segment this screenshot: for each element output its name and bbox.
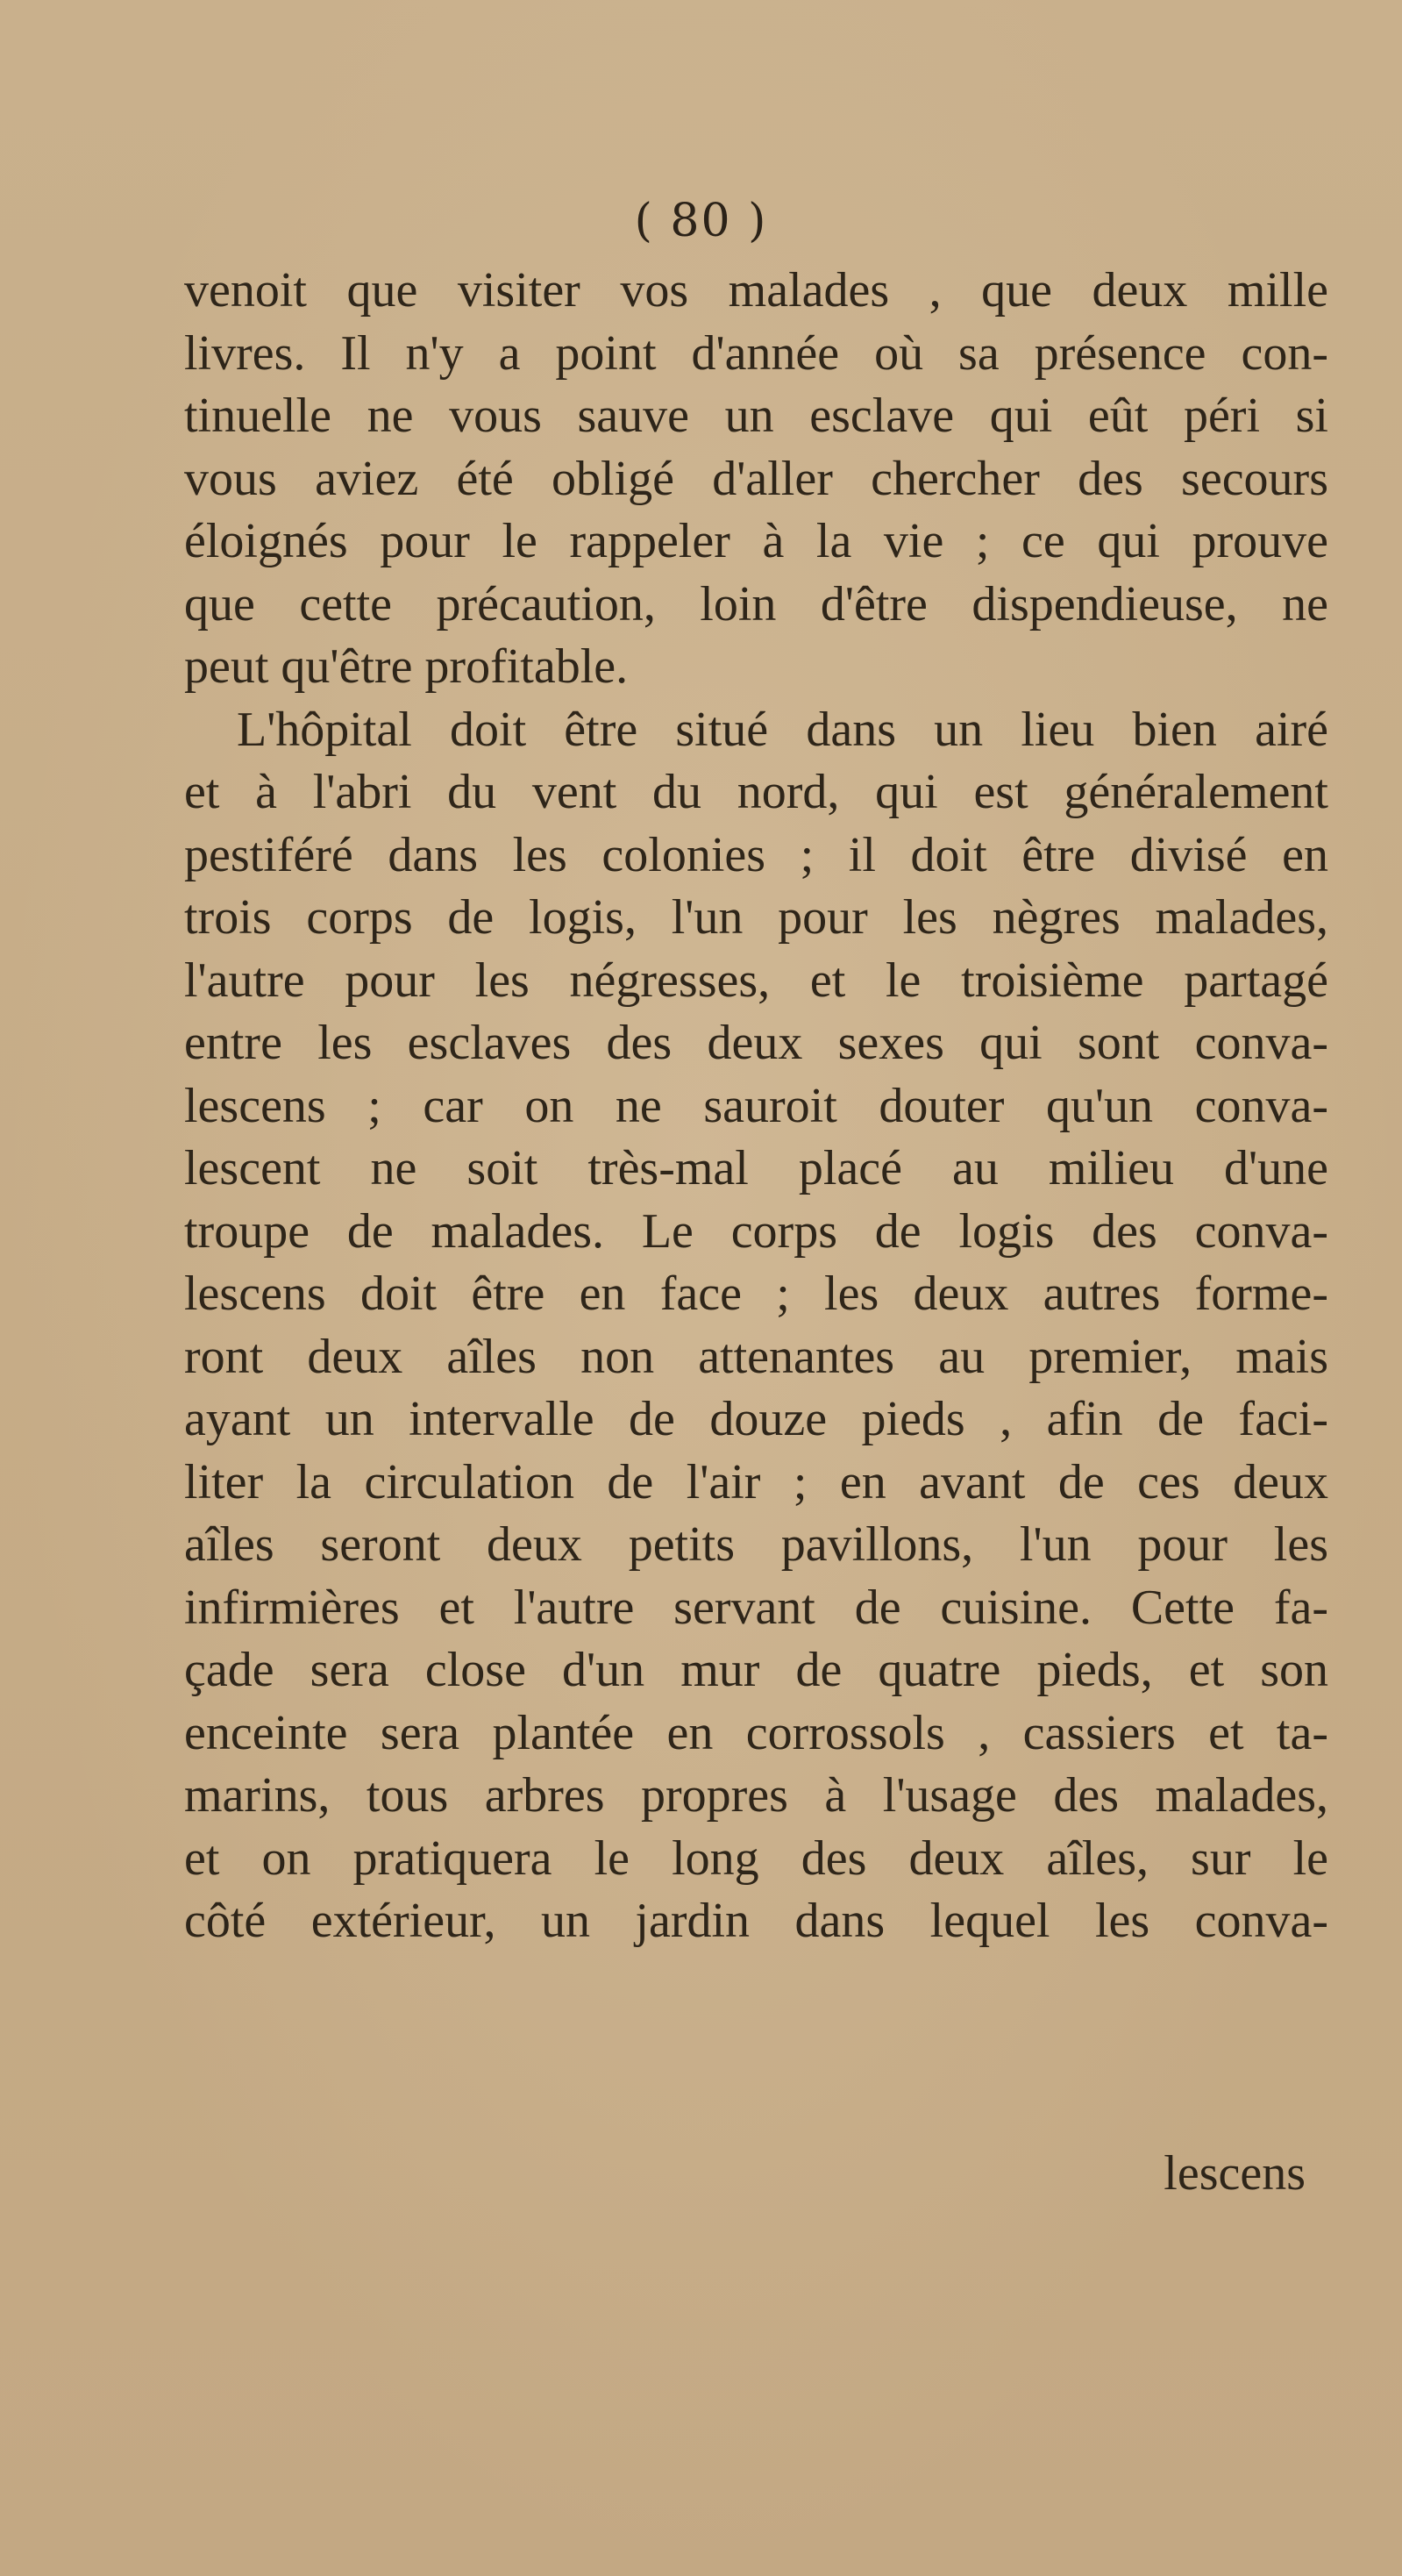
- text-line: venoit que visiter vos malades , que deux mille: [184, 263, 1328, 318]
- text-line: trois corps de logis, l'un pour les nègres malades,: [184, 890, 1328, 945]
- text-line: côté extérieur, un jardin dans lequel les conva-: [184, 1894, 1328, 1948]
- body-text: [184, 260, 1328, 1953]
- text-line: çade sera close d'un mur de quatre pieds, et son: [184, 1643, 1328, 1697]
- text-line: marins, tous arbres propres à l'usage des malades,: [184, 1768, 1328, 1823]
- text-line: aîles seront deux petits pavillons, l'un pour les: [184, 1517, 1328, 1572]
- text-line: et à l'abri du vent du nord, qui est généralement: [184, 765, 1328, 819]
- catchword: lescens: [1164, 2146, 1306, 2201]
- text-line: vous aviez été obligé d'aller chercher des secours: [184, 451, 1328, 506]
- text-line: et on pratiquera le long des deux aîles, sur le: [184, 1830, 1328, 1886]
- text-line: éloignés pour le rappeler à la vie ; ce qui prouve: [184, 514, 1328, 568]
- text-line: tinuelle ne vous sauve un esclave qui eût péri si: [184, 389, 1328, 443]
- text-line: enceinte sera plantée en corrossols , cassiers et ta-: [184, 1705, 1328, 1760]
- text-line: troupe de malades. Le corps de logis des conva-: [184, 1203, 1328, 1259]
- text-line: l'autre pour les négresses, et le troisième partagé: [184, 953, 1328, 1008]
- text-line: peut qu'être profitable.: [184, 639, 629, 694]
- page-number: ( 80 ): [634, 195, 768, 247]
- text-line: lescens doit être en face ; les deux autres forme-: [184, 1267, 1328, 1321]
- text-line: entre les esclaves des deux sexes qui sont conva-: [184, 1016, 1328, 1070]
- text-line: L'hôpital doit être situé dans un lieu bien airé: [237, 702, 1328, 757]
- text-line: lescens ; car on ne sauroit douter qu'un conva-: [184, 1078, 1328, 1133]
- text-line: infirmières et l'autre servant de cuisine. Cette fa-: [184, 1580, 1328, 1635]
- text-line: livres. Il n'y a point d'année où sa présence con-: [184, 325, 1328, 381]
- text-line: pestiféré dans les colonies ; il doit être divisé en: [184, 827, 1328, 882]
- text-line: ayant un intervalle de douze pieds , afin de faci-: [184, 1392, 1328, 1446]
- text-line: que cette précaution, loin d'être dispendieuse, ne: [184, 576, 1328, 632]
- text-line: lescent ne soit très-mal placé au milieu d'une: [184, 1141, 1328, 1195]
- text-line: liter la circulation de l'air ; en avant de ces deux: [184, 1454, 1328, 1509]
- text-line: ront deux aîles non attenantes au premier, mais: [184, 1329, 1328, 1384]
